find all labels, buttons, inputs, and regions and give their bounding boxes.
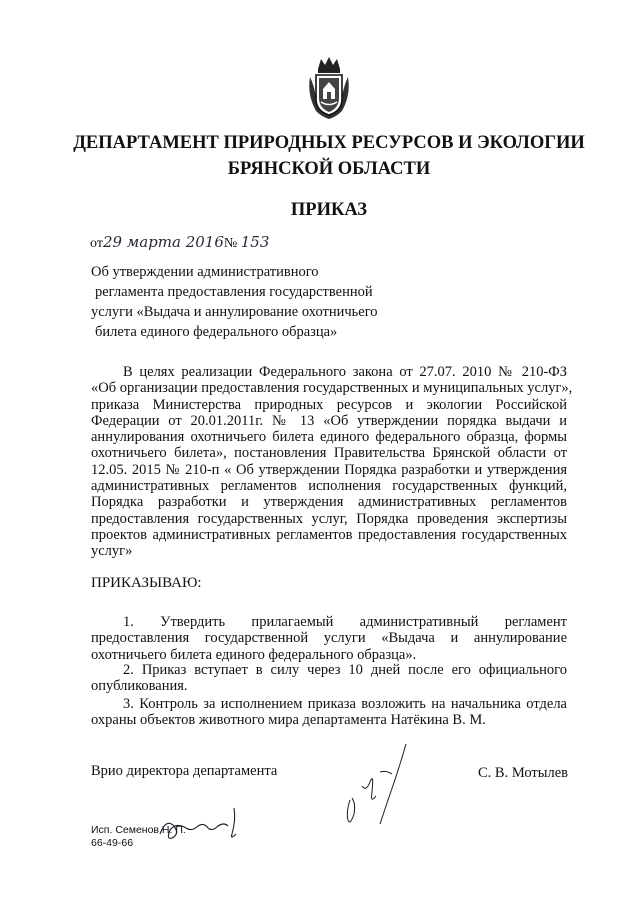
decree-heading: ПРИКАЗЫВАЮ: (91, 575, 202, 591)
preamble-line: административных регламентов исполнения государственных функций, (91, 478, 567, 495)
item-line: 3. Контроль за исполнением приказа возложить на начальника отдела (123, 696, 567, 712)
item-line: 2. Приказ вступает в силу через 10 дней после его официального (123, 662, 567, 678)
order-item-2 (91, 662, 567, 695)
subject-line: услуги «Выдача и аннулирование охотничьего (91, 304, 378, 320)
subject-line: регламента предоставления государственной (95, 284, 373, 300)
item-line: предоставления государственной услуги «Выдача и аннулирование (91, 630, 567, 647)
preamble-line: «Об организации предоставления государственных и муниципальных услуг», (91, 380, 573, 397)
subject-line: Об утверждении административного (91, 264, 319, 280)
item-line: охотничьего билета единого федерального образца». (91, 646, 417, 663)
department-name-line1: ДЕПАРТАМЕНТ ПРИРОДНЫХ РЕСУРСОВ И ЭКОЛОГИИ (73, 133, 585, 153)
handwritten-initials-icon (156, 804, 246, 844)
handwritten-signature-icon (336, 742, 416, 832)
order-item-3 (91, 696, 567, 729)
item-line: охраны объектов животного мира департамента Натёкина В. М. (91, 712, 486, 729)
signatory-name: С. В. Мотылев (478, 765, 569, 781)
order-subject (91, 262, 378, 342)
date-number-line (90, 233, 269, 252)
preamble-line: Федерации от 20.01.2011г. № 13 «Об утверждении порядка выдачи и (91, 412, 567, 429)
preamble-line: предоставления государственных услуг, Порядка проведения экспертизы (91, 510, 567, 527)
handwritten-date: 29 марта 2016 (102, 233, 224, 251)
executor-name: Исп. Семенов Н. П. (91, 824, 186, 836)
preamble-paragraph (91, 364, 573, 560)
order-item-1 (91, 614, 567, 663)
preamble-line: 12.05. 2015 № 210-п « Об утверждении Порядка разработки и утверждения (91, 461, 567, 478)
preamble-line: аннулирования охотничьего билета единого федерального образца, формы (91, 429, 567, 446)
executor-phone: 66-49-66 (91, 837, 134, 849)
item-line: 1. Утвердить прилагаемый административный регламент (123, 614, 567, 630)
item-line: опубликования. (91, 678, 188, 695)
preamble-line: охотничьего билета», постановления Правительства Брянской области от (91, 445, 567, 462)
department-name-line2: БРЯНСКОЙ ОБЛАСТИ (227, 159, 431, 179)
document-type-title: ПРИКАЗ (290, 200, 368, 220)
handwritten-number: 153 (240, 233, 270, 251)
preamble-line: проектов административных регламентов предоставления государственных (91, 526, 567, 543)
preamble-line: приказа Министерства природных ресурсов и экологии Российской (91, 396, 567, 413)
preamble-line: Порядка разработки и утверждения административных регламентов (91, 494, 567, 511)
number-sign: № (223, 236, 238, 251)
date-prefix: от (90, 236, 103, 251)
subject-line: билета единого федерального образца» (95, 324, 338, 340)
preamble-line: В целях реализации Федерального закона от 27.07. 2010 № 210-ФЗ (123, 364, 567, 380)
signatory-position: Врио директора департамента (91, 763, 278, 779)
coat-of-arms-icon (306, 55, 352, 121)
preamble-line: услуг» (91, 543, 133, 560)
